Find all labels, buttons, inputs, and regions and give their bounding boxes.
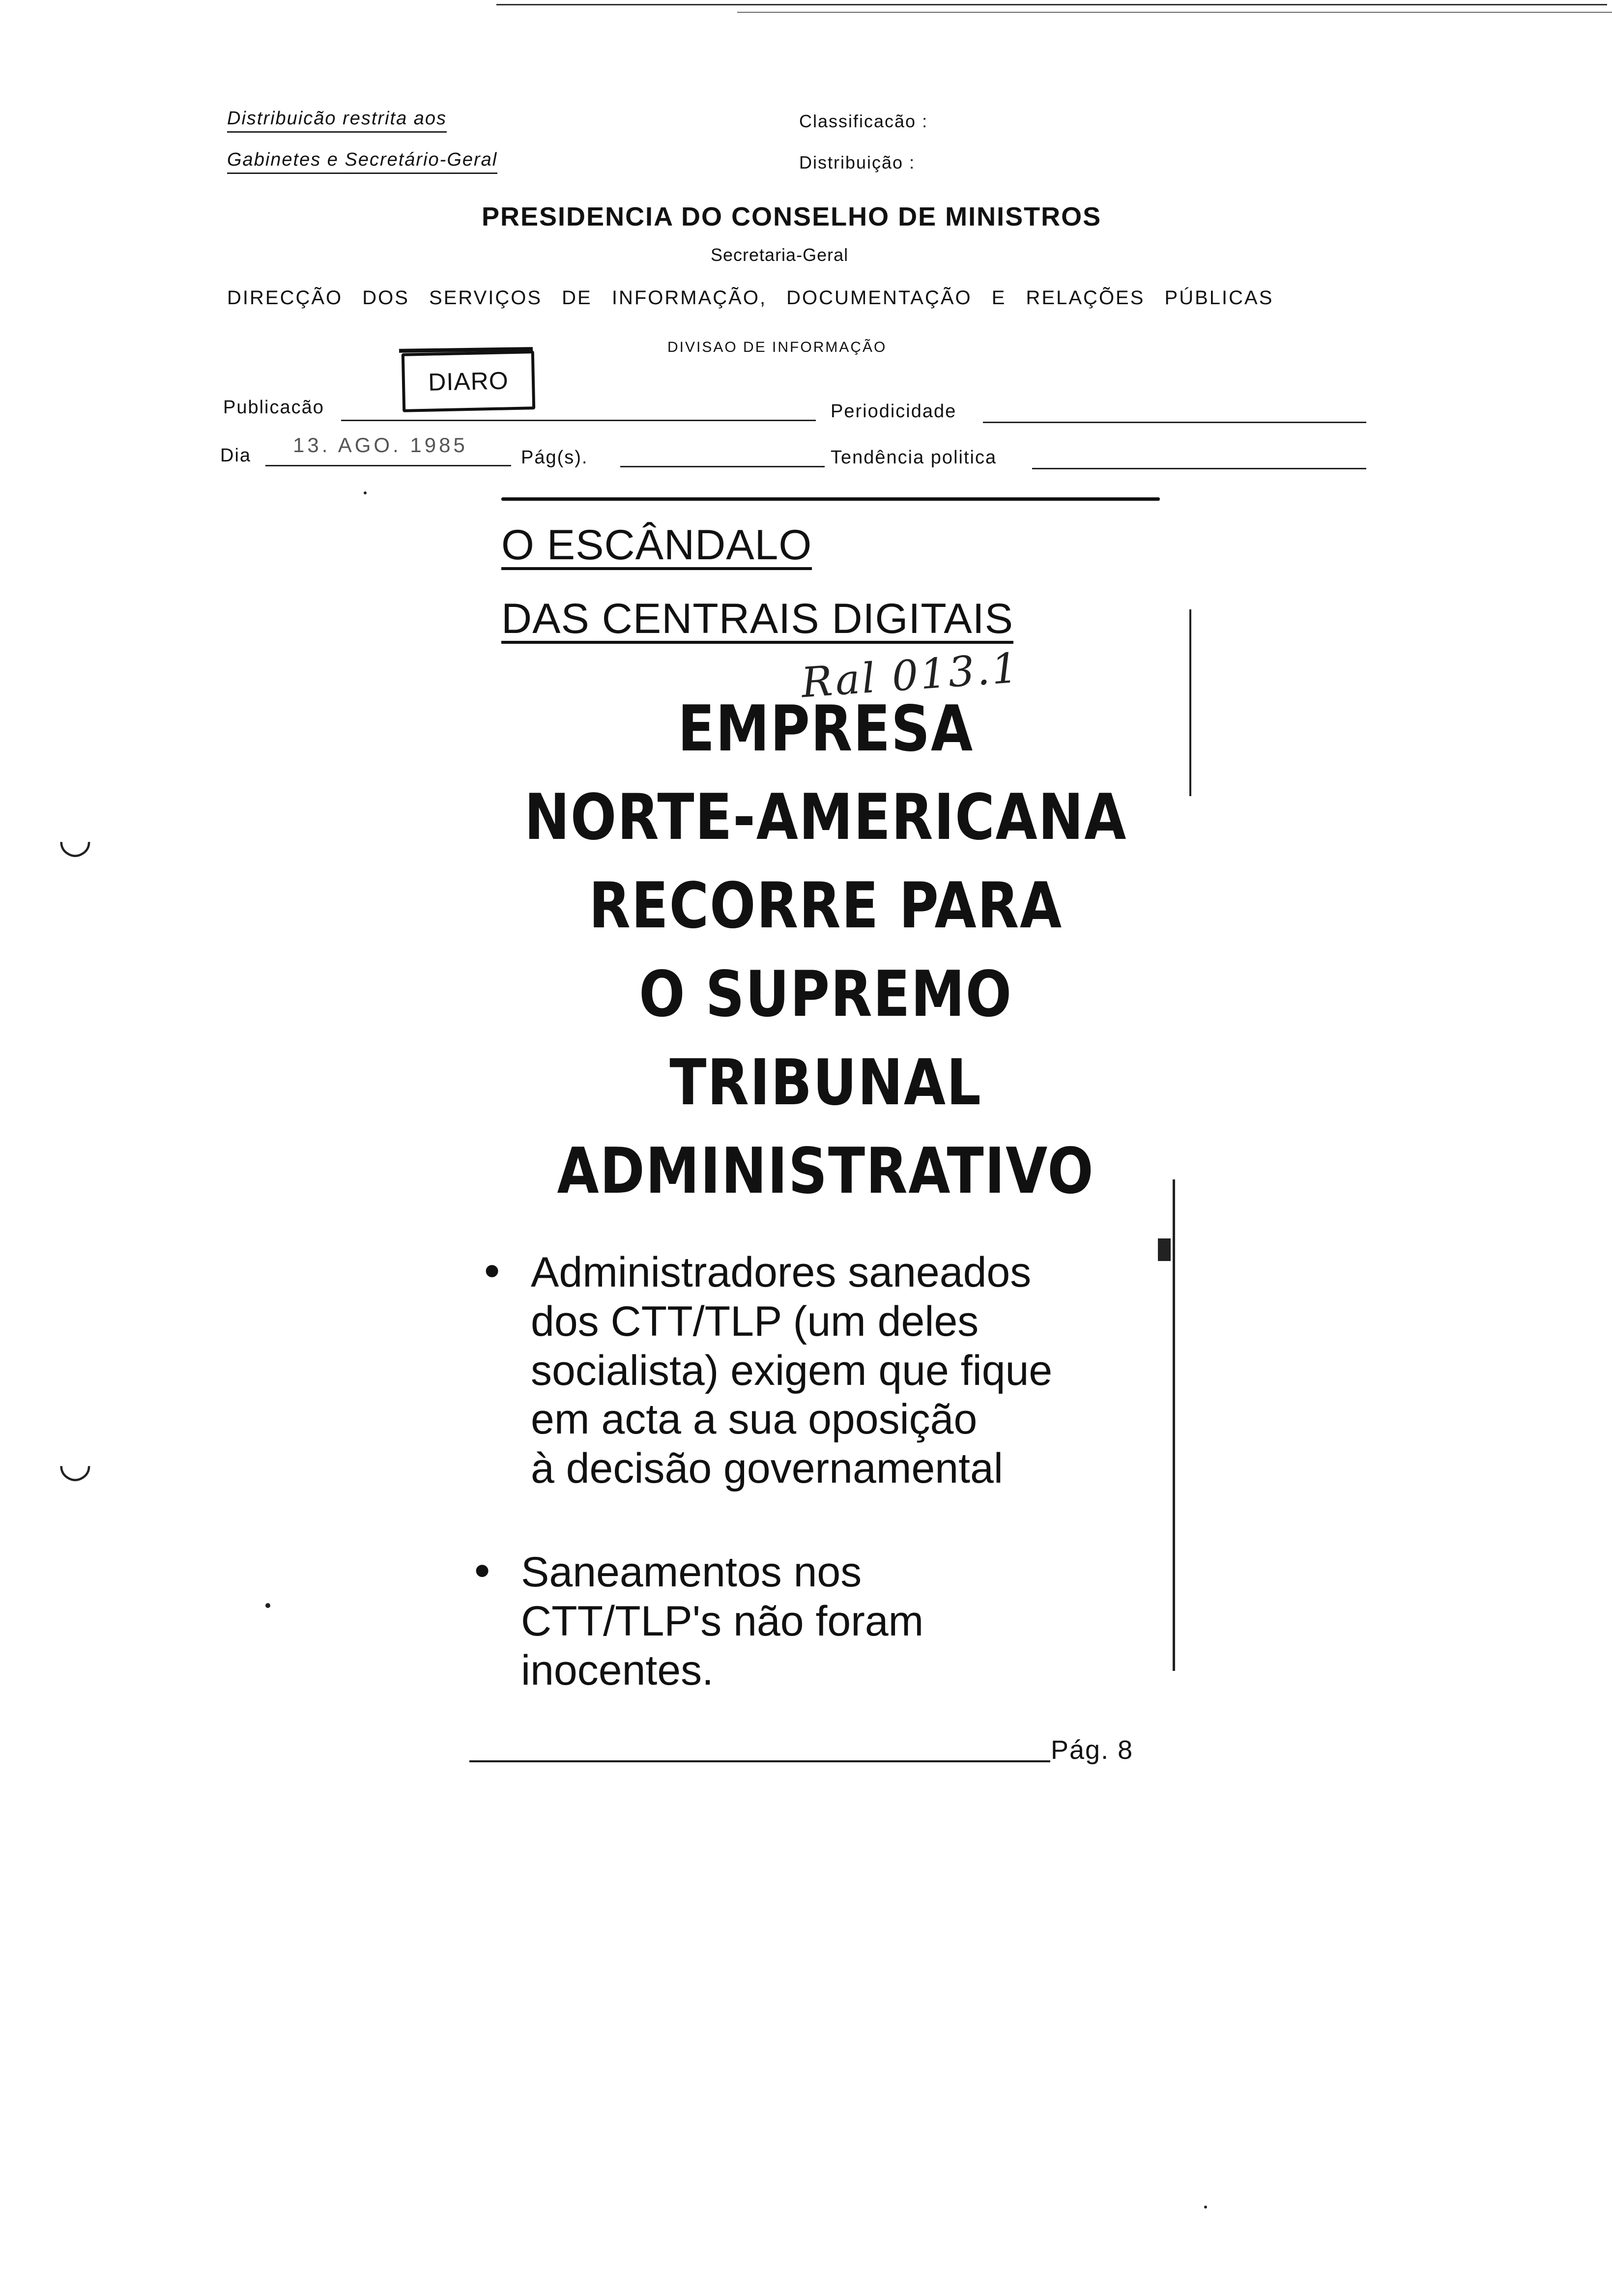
tendencia-label: Tendência politica — [831, 447, 997, 468]
scan-speck — [364, 491, 367, 494]
bullet-icon: • — [484, 1246, 500, 1296]
scan-edge-line — [496, 4, 1607, 5]
margin-mark: ◡ — [58, 817, 92, 861]
clipping-edge-line — [1173, 1179, 1175, 1671]
bullet2-text: Saneamentos nos CTT/TLP's não foram inocentes. — [521, 1549, 924, 1694]
periodicidade-label: Periodicidade — [831, 401, 957, 422]
headline-line: EMPRESA — [678, 692, 974, 766]
publication-stamp: DIARO — [402, 350, 535, 412]
headline-line: RECORRE PARA — [589, 869, 1063, 943]
pags-label: Pág(s). — [521, 447, 588, 468]
dia-label: Dia — [220, 445, 252, 466]
restricted-distribution-line1: Distribuicão restrita aos — [227, 108, 447, 133]
scan-speck — [1204, 2206, 1207, 2209]
headline-line: O SUPREMO — [639, 958, 1012, 1031]
headline-line: TRIBUNAL — [669, 1046, 982, 1119]
secretaria-geral: Secretaria-Geral — [711, 245, 849, 265]
publicacao-field-line — [341, 420, 816, 421]
restricted-distribution-line2: Gabinetes e Secretário-Geral — [227, 149, 497, 174]
divisao-line: DIVISAO DE INFORMAÇÃO — [667, 339, 887, 355]
headline-line: NORTE-AMERICANA — [524, 781, 1127, 854]
classificacao-label: Classificacão : — [799, 111, 928, 131]
institution-title: PRESIDENCIA DO CONSELHO DE MINISTROS — [482, 202, 1102, 231]
tendencia-field-line — [1032, 468, 1366, 469]
kicker-line2: DAS CENTRAIS DIGITAIS — [501, 595, 1013, 644]
kicker-line1: O ESCÂNDALO — [501, 521, 812, 570]
dia-field-line — [265, 465, 511, 466]
clipping-top-rule — [501, 497, 1160, 501]
periodicidade-field-line — [983, 422, 1366, 423]
direccao-line: DIRECÇÃO DOS SERVIÇOS DE INFORMAÇÃO, DOCUMENTAÇÃO E RELAÇÕES PÚBLICAS — [227, 287, 1274, 309]
handwritten-archive-note: Ral 013.1 — [800, 643, 1022, 707]
page-number: Pág. 8 — [1051, 1735, 1134, 1765]
clipping-edge-line — [1189, 609, 1191, 796]
dia-stamped-date: 13. AGO. 1985 — [293, 433, 468, 457]
clipping-bottom-rule — [469, 1760, 1050, 1762]
distribuicao-label: Distribuição : — [799, 152, 916, 172]
publicacao-label: Publicacão — [223, 397, 324, 418]
scan-speck — [265, 1603, 270, 1608]
margin-mark: ◡ — [58, 1441, 92, 1485]
scan-edge-line — [737, 12, 1612, 13]
headline-line: ADMINISTRATIVO — [557, 1135, 1094, 1208]
clipping-edge-mark — [1158, 1238, 1171, 1261]
bullet1-text: Administradores saneados dos CTT/TLP (um deles socialista) exigem que fique em acta a sua oposição à decisão governamental — [531, 1249, 1053, 1492]
bullet-icon: • — [474, 1546, 490, 1596]
pags-field-line — [620, 466, 825, 467]
